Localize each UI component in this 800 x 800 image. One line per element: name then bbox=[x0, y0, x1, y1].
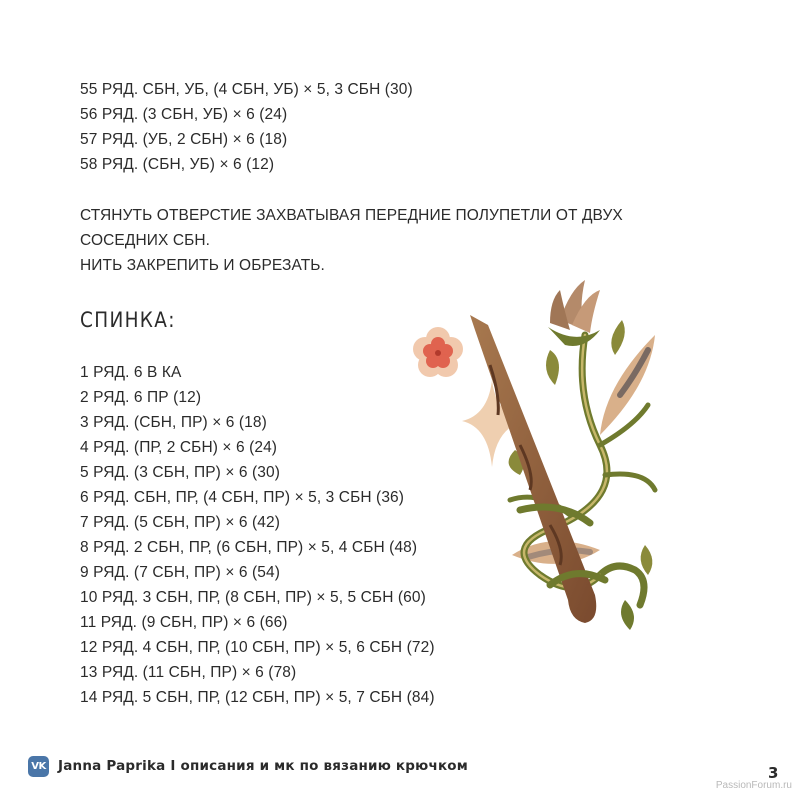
floral-stick-illustration bbox=[400, 275, 660, 675]
row-instruction: 55 РЯД. СБН, УБ, (4 СБН, УБ) × 5, 3 СБН (30) bbox=[80, 81, 413, 98]
row-instruction: 58 РЯД. (СБН, УБ) × 6 (12) bbox=[80, 156, 275, 173]
row-instruction: 4 РЯД. (ПР, 2 СБН) × 6 (24) bbox=[80, 439, 278, 456]
row-instruction: 9 РЯД. (7 СБН, ПР) × 6 (54) bbox=[80, 564, 280, 581]
red-flower-icon bbox=[413, 327, 463, 377]
row-instruction: 5 РЯД. (3 СБН, ПР) × 6 (30) bbox=[80, 464, 280, 481]
note-line: НИТЬ ЗАКРЕПИТЬ И ОБРЕЗАТЬ. bbox=[80, 257, 325, 274]
lotus-flower-icon bbox=[548, 280, 600, 346]
rows-back-list bbox=[80, 360, 435, 710]
row-instruction: 12 РЯД. 4 СБН, ПР, (10 СБН, ПР) × 5, 6 СБН (72) bbox=[80, 639, 435, 656]
row-instruction: 13 РЯД. (11 СБН, ПР) × 6 (78) bbox=[80, 664, 297, 681]
vk-logo-icon[interactable]: VK bbox=[28, 756, 49, 777]
footer-author-text: Janna Paprika I описания и мк по вязанию крючком bbox=[58, 758, 469, 774]
row-instruction: 56 РЯД. (3 СБН, УБ) × 6 (24) bbox=[80, 106, 288, 123]
row-instruction: 7 РЯД. (5 СБН, ПР) × 6 (42) bbox=[80, 514, 280, 531]
row-instruction: 3 РЯД. (СБН, ПР) × 6 (18) bbox=[80, 414, 267, 431]
watermark: PassionForum.ru bbox=[715, 780, 792, 791]
note-line: СОСЕДНИХ СБН. bbox=[80, 232, 211, 249]
row-instruction: 6 РЯД. СБН, ПР, (4 СБН, ПР) × 5, 3 СБН (36) bbox=[80, 489, 405, 506]
row-instruction: 1 РЯД. 6 В КА bbox=[80, 364, 182, 381]
footer bbox=[28, 755, 468, 777]
finishing-note bbox=[80, 203, 623, 278]
rows-top-list bbox=[80, 77, 413, 177]
note-line: СТЯНУТЬ ОТВЕРСТИЕ ЗАХВАТЫВАЯ ПЕРЕДНИЕ ПОЛУПЕТЛИ ОТ ДВУХ bbox=[80, 207, 623, 224]
row-instruction: 14 РЯД. 5 СБН, ПР, (12 СБН, ПР) × 5, 7 СБН (84) bbox=[80, 689, 435, 706]
row-instruction: 2 РЯД. 6 ПР (12) bbox=[80, 389, 202, 406]
row-instruction: 10 РЯД. 3 СБН, ПР, (8 СБН, ПР) × 5, 5 СБН (60) bbox=[80, 589, 426, 606]
section-heading: СПИНКА: bbox=[80, 308, 176, 332]
page-number: 3 bbox=[768, 764, 779, 782]
row-instruction: 8 РЯД. 2 СБН, ПР, (6 СБН, ПР) × 5, 4 СБН (48) bbox=[80, 539, 418, 556]
row-instruction: 11 РЯД. (9 СБН, ПР) × 6 (66) bbox=[80, 614, 288, 631]
row-instruction: 57 РЯД. (УБ, 2 СБН) × 6 (18) bbox=[80, 131, 288, 148]
